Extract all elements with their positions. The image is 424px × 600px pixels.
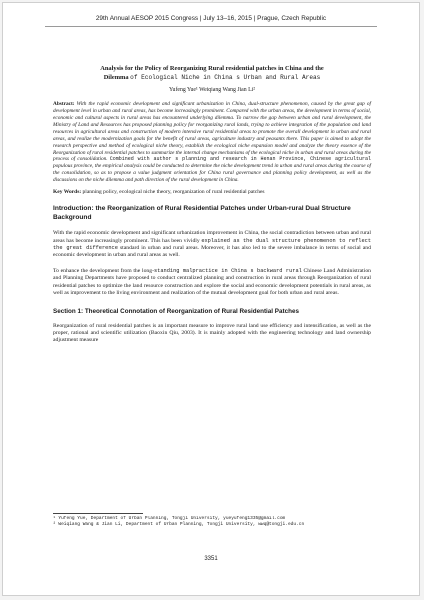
footnotes bbox=[53, 516, 371, 528]
abstract bbox=[53, 101, 371, 184]
intro-p2-text-b: Chinese Land Administration and Planning Departments have proposed to conduct centralized planning and construction in rural areas through Reorganization of rural residential patches to optimize the land resource construction and explore the social and economic development potentials in rural areas, as well as improvement to the living environment and realization of the mutual development goal for both urban and rural areas. bbox=[53, 267, 372, 297]
intro-paragraph-2 bbox=[53, 268, 371, 298]
abstract-mono-line: Combined with author s planning and research in Henan Province, Chinese agricultural bbox=[109, 156, 372, 163]
keywords bbox=[53, 189, 371, 195]
title-line-2: of Ecological Niche in China s Urban and Rural Areas bbox=[130, 73, 321, 81]
intro-heading: Introduction: the Reorganization of Rural Residential Patches under Urban-rural Dual Structure Background bbox=[53, 205, 351, 221]
paper-title bbox=[53, 65, 371, 82]
keywords-text: planning policy, ecological niche theory, reorganization of rural residential patches bbox=[82, 189, 265, 196]
footnote-1: ¹ Yufeng Yue, Department of Urban Planning, Tongji University, yueyufeng1335@gmail.com bbox=[53, 516, 286, 521]
conference-header: 29th Annual AESOP 2015 Congress | July 13–16, 2015 | Prague, Czech Republic bbox=[95, 15, 327, 22]
intro-paragraph-1 bbox=[53, 230, 371, 260]
keywords-label: Key Words: bbox=[53, 189, 82, 196]
paper-page bbox=[2, 2, 420, 596]
paper-content bbox=[53, 65, 371, 345]
section-1-heading: Section 1: Theoretical Connotation of Reorganization of Rural Residential Patches bbox=[53, 307, 299, 315]
footnote-2: ² Weiqiang Wang & Jian Li, Department of Urban Planning, Tongji University, wwq@tongji.edu.cn bbox=[53, 522, 305, 528]
intro-p1-mono: explained as the dual structure phenomenon to reflect the great difference bbox=[53, 237, 371, 252]
title-line-1: Analysis for the Policy of Reorganizing Rural residential patches in China and the bbox=[100, 65, 324, 72]
section-1-paragraph: Reorganization of rural residential patches is an important measure to improve rural land use efficiency and intensification, as well as the proper, rational and scientific utilization (Baoxin Qiu, 2003). It is mainly adopted with the engineering technology and land ownership adjustment measure bbox=[53, 322, 371, 344]
abstract-label: Abstract: bbox=[53, 101, 75, 108]
abstract-text-1: With the rapid economic development and significant urbanization in China, dual-structure phenomenon, caused by the great gap of development level in urban and rural areas, has become increasingly prominent. Compared with the urban areas, the development in terms of social, economic and cultural aspects in rural areas has encountered underlying dilemma. To narrow the gap between urban and rural development, the Ministry of Land and Resources has proposed planning policy for reorganizing rural lands, trying to achieve integration of the population and land resources in agricultural areas and construction of modern intensive rural residential areas to promote the overall development in urban and rural areas, and realize the modernization goals for the benefit of rural areas, agriculture industry and peasants there. This paper is aimed to adopt the research perspective and method of ecological niche theory, establish the ecological niche expansion model and analyze the theory essence of the Reorganization of rural residential patches to summarize the internal change mechanisms of the ecological niche in urban and rural areas during the process of consolidation. bbox=[53, 101, 372, 163]
abstract-text-2: populous province, the empirical analysis could be conducted to determine the niche development trend in urban and rural areas during the course of the consolidation, so as to propose a value judgment orientation for China rural governance and planning policy development, as well as the discussions on the niche dilemma and path direction of the rural development in China. bbox=[53, 163, 371, 184]
header-rule bbox=[45, 26, 377, 27]
page-number: 3351 bbox=[204, 556, 218, 562]
footnote-rule bbox=[53, 513, 143, 514]
intro-p2-mono: standing malpractice in China s backward rural bbox=[154, 267, 302, 274]
intro-p2-text-a: To enhance the development from the long- bbox=[53, 267, 154, 274]
intro-p1-text-b: standard in urban and rural areas. Moreover, it has also led to the severe imbalance in terms of social and economic development in urban and rural areas as well. bbox=[53, 245, 371, 259]
authors: Yufeng Yue¹ Weiqiang Wang Jian Li² bbox=[169, 87, 255, 94]
intro-p1-text-a: With the rapid economic development and significant urbanization improvement in China, the social contradiction between urban and rural areas has become increasingly prominent. This has been vividly bbox=[53, 230, 371, 244]
title-dilemma: Dilemma bbox=[103, 73, 129, 81]
